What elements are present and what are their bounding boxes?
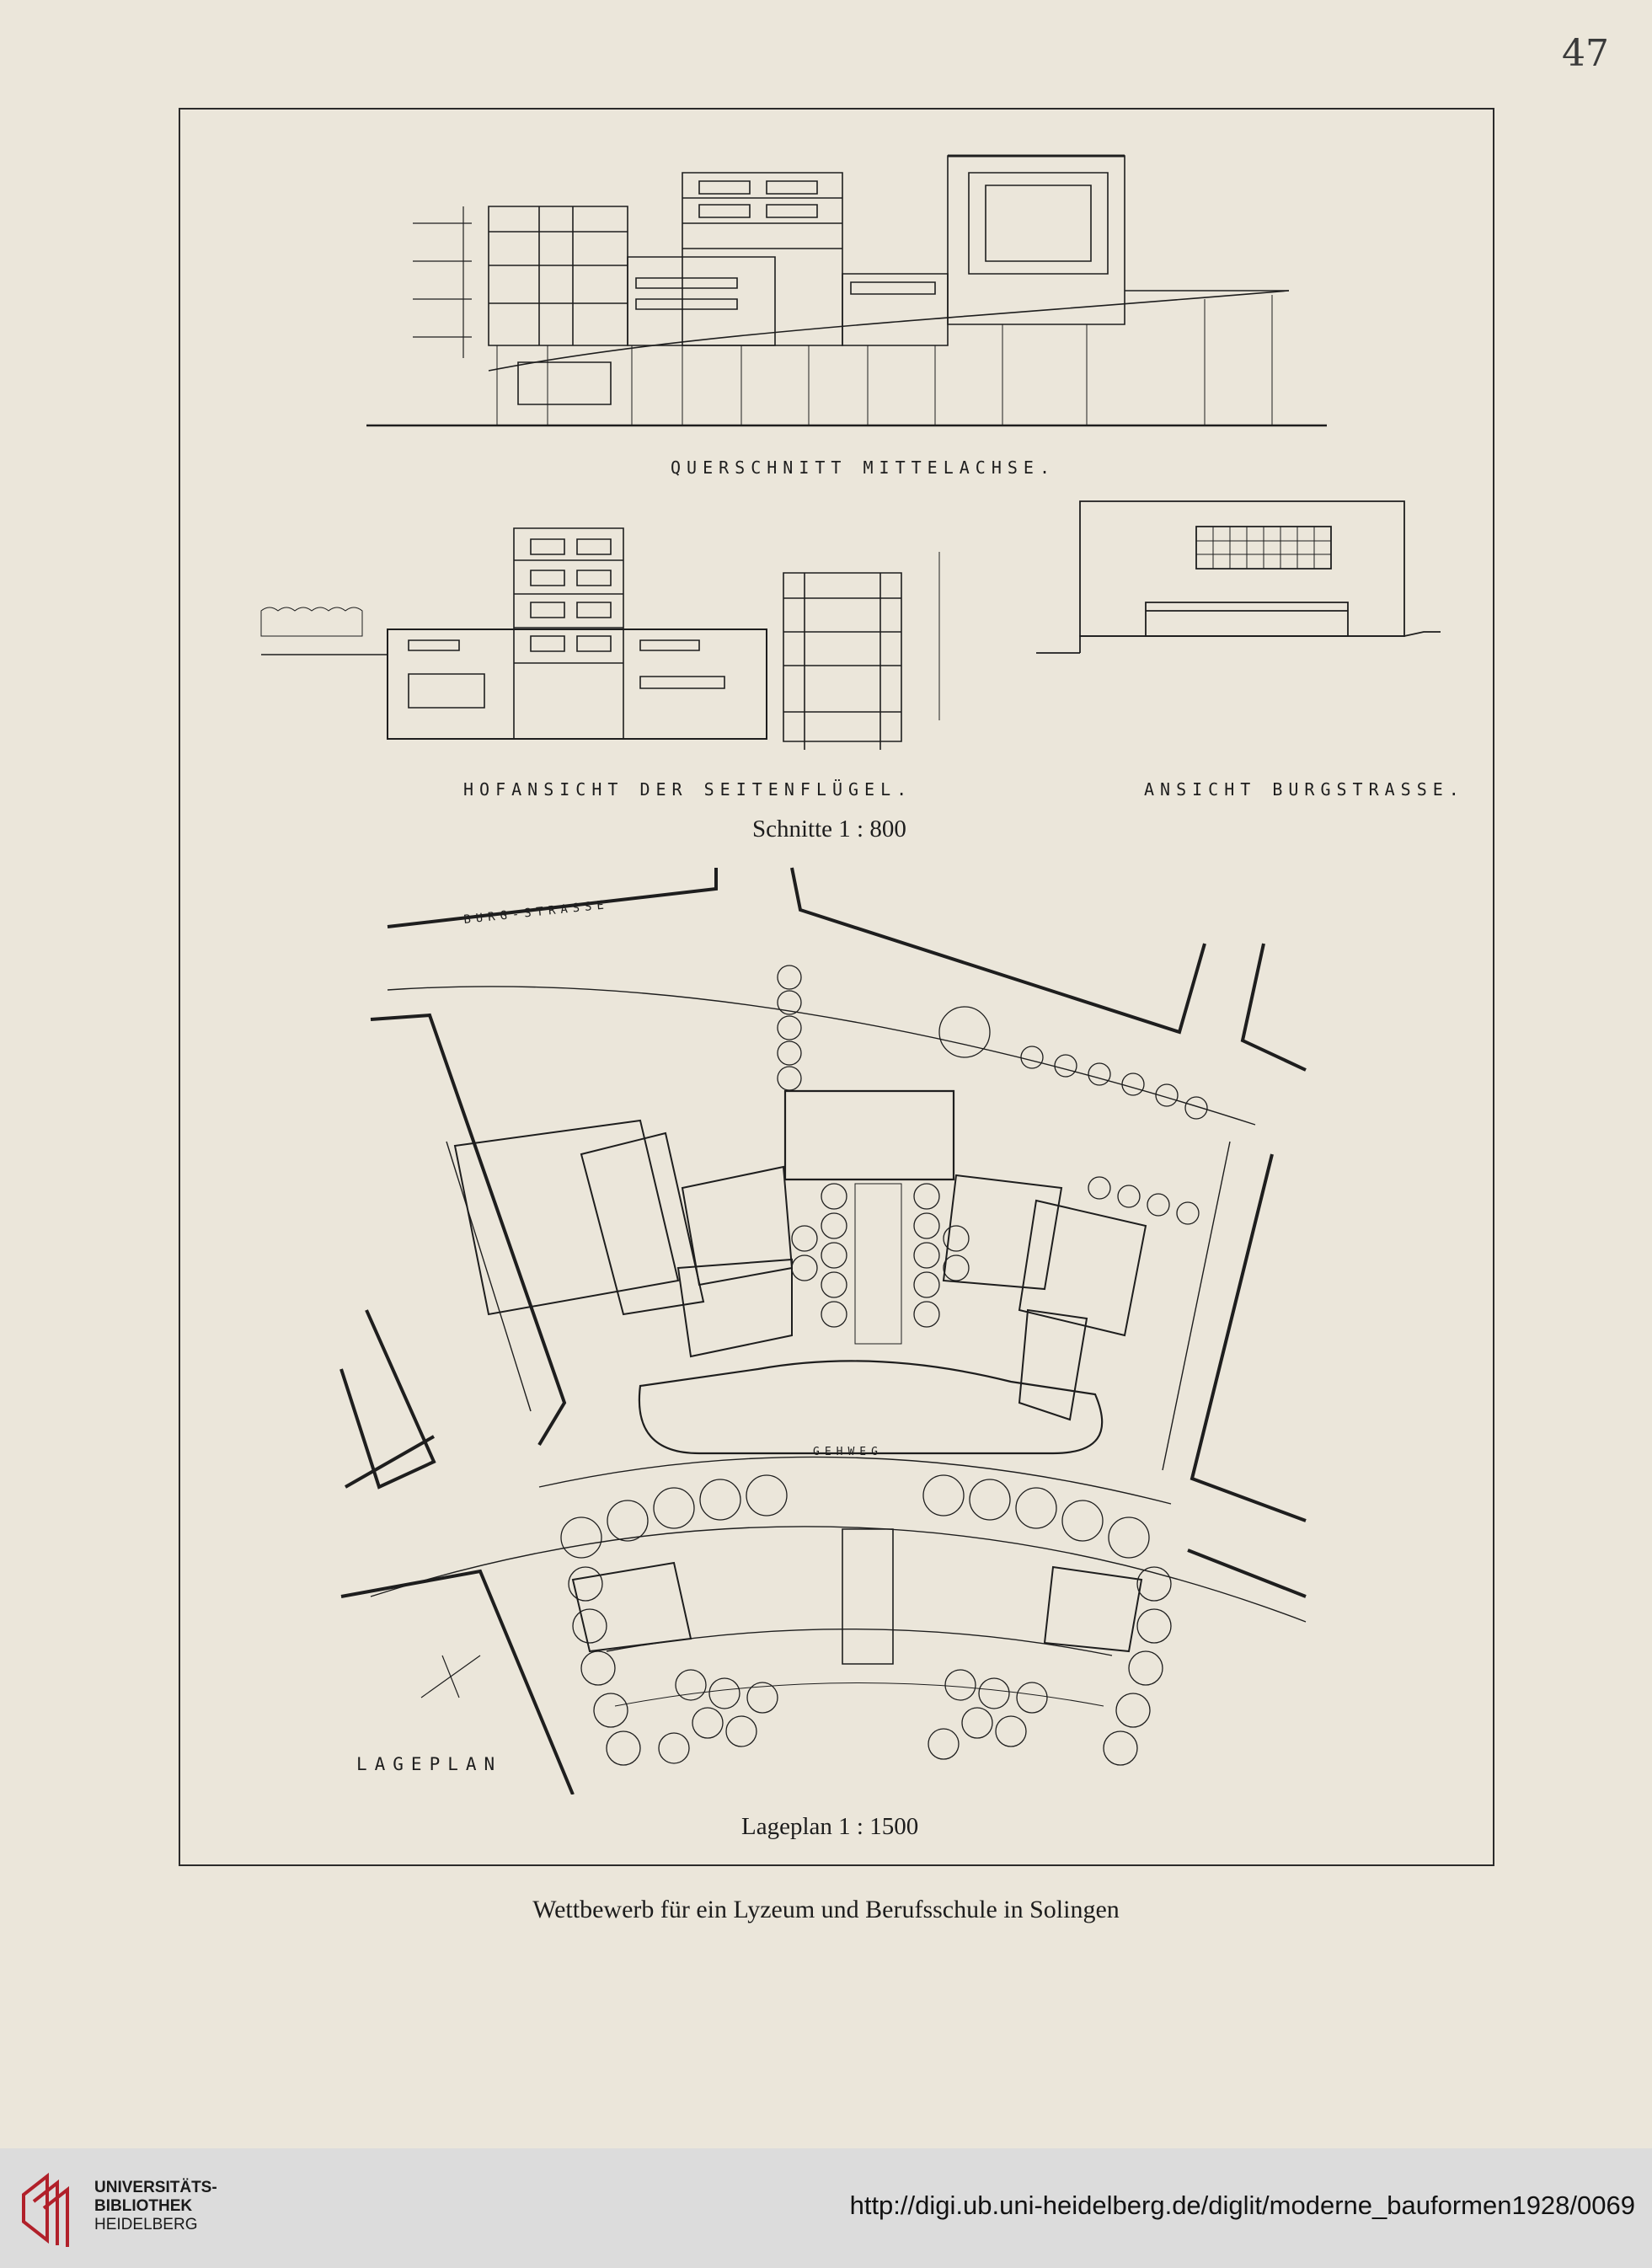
gehweg-label: GEHWEG [813, 1446, 883, 1458]
cross-section-label: QUERSCHNITT MITTELACHSE. [671, 457, 1056, 478]
source-url-link[interactable]: http://digi.ub.uni-heidelberg.de/diglit/moderne_bauformen1928/0069 [849, 2190, 1635, 2220]
site-plan-scale-caption: Lageplan 1 : 1500 [741, 1813, 919, 1840]
street-elevation-drawing [1036, 497, 1449, 666]
logo-line-3: HEIDELBERG [94, 2216, 198, 2233]
courtyard-elevation-label: HOFANSICHT DER SEITENFLÜGEL. [463, 779, 913, 800]
logo-line-2: BIBLIOTHEK [94, 2197, 193, 2215]
cross-section-drawing [345, 131, 1348, 434]
site-plan-drawing [320, 864, 1365, 1795]
sections-scale-caption: Schnitte 1 : 800 [752, 816, 906, 842]
logo-line-1: UNIVERSITÄTS- [94, 2179, 217, 2196]
page-number: 47 [1562, 32, 1609, 75]
site-plan-label: LAGEPLAN [356, 1754, 503, 1774]
library-logo-icon [19, 2169, 84, 2247]
courtyard-elevation-drawing [253, 518, 952, 754]
plate-caption: Wettbewerb für ein Lyzeum und Berufsschule in Solingen [532, 1896, 1120, 1923]
library-logo-text [94, 2179, 217, 2234]
street-elevation-label: ANSICHT BURGSTRASSE. [1144, 779, 1465, 800]
library-footer [0, 2148, 1652, 2268]
burg-strasse-label: BURG-STRASSE [462, 897, 610, 928]
